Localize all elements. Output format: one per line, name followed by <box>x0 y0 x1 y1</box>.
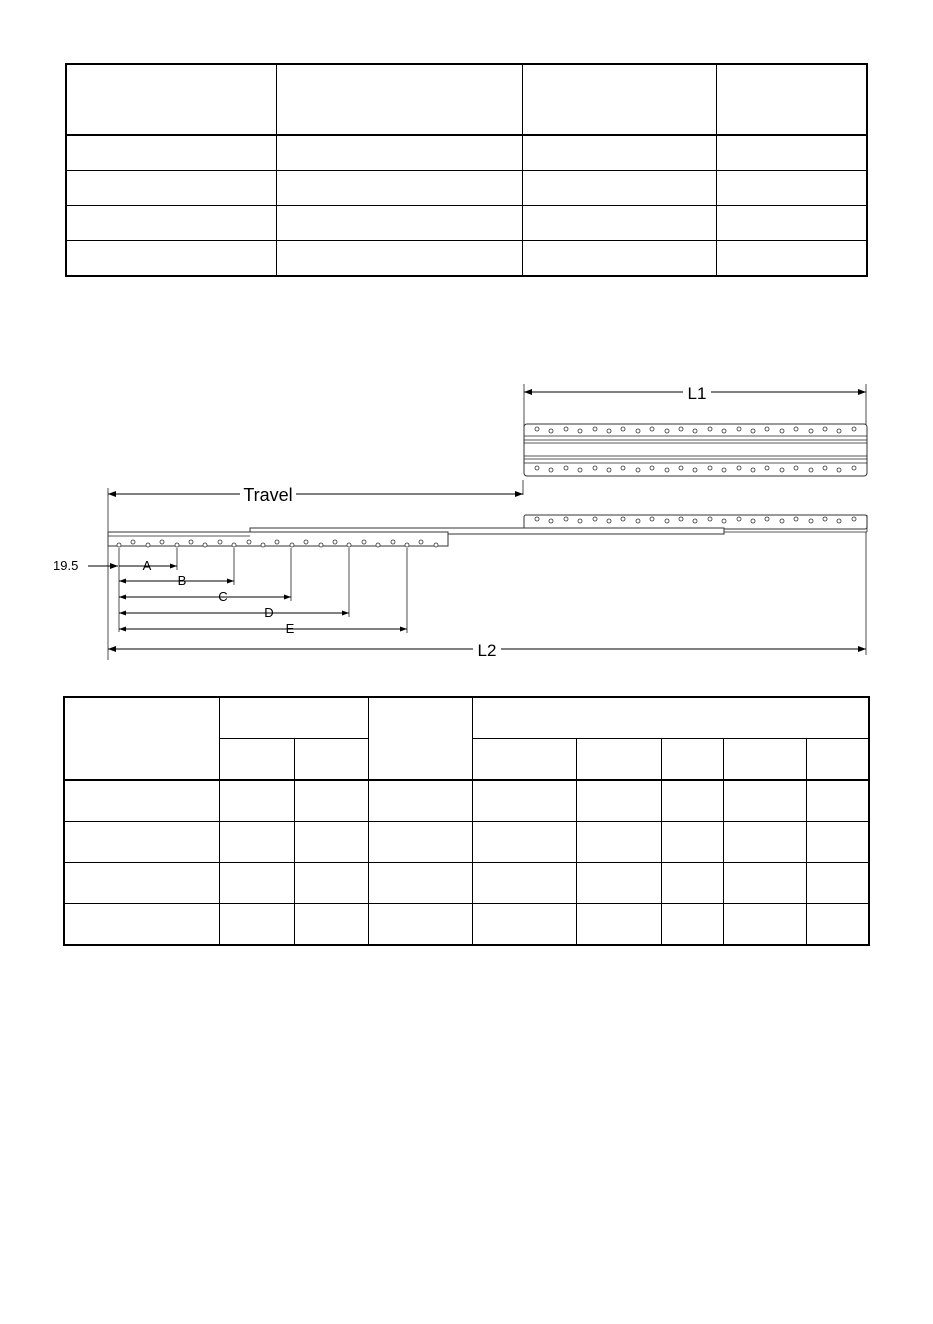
table-cell <box>276 241 522 277</box>
mounting-hole <box>693 519 697 523</box>
mounting-hole <box>693 468 697 472</box>
table-cell <box>723 780 806 822</box>
mounting-hole <box>722 519 726 523</box>
mounting-hole <box>175 543 179 547</box>
mounting-hole <box>765 466 769 470</box>
mounting-hole <box>794 427 798 431</box>
mounting-hole <box>247 540 251 544</box>
slide-drawing <box>0 370 933 670</box>
mounting-hole <box>535 517 539 521</box>
table-cell <box>368 904 472 946</box>
dim-d-label: D <box>264 605 274 620</box>
table-cell <box>472 904 576 946</box>
mounting-hole <box>160 540 164 544</box>
mounting-hole <box>578 519 582 523</box>
mounting-hole <box>607 519 611 523</box>
mounting-hole <box>564 517 568 521</box>
mounting-hole <box>636 519 640 523</box>
mounting-hole <box>333 540 337 544</box>
table-cell <box>219 739 294 781</box>
table-cell <box>276 135 522 171</box>
mounting-hole <box>837 429 841 433</box>
mounting-hole <box>304 540 308 544</box>
mounting-hole <box>593 517 597 521</box>
mounting-hole <box>621 517 625 521</box>
mounting-hole <box>319 543 323 547</box>
table-cell <box>64 904 219 946</box>
table-row <box>64 822 869 863</box>
hole-pitch-dimensions <box>119 548 407 636</box>
mounting-hole <box>261 543 265 547</box>
table-cell <box>219 780 294 822</box>
mounting-hole <box>780 519 784 523</box>
mounting-hole <box>203 543 207 547</box>
table-cell <box>472 780 576 822</box>
dim-e-label: E <box>285 621 295 636</box>
table-row <box>66 206 867 241</box>
mounting-hole <box>780 429 784 433</box>
mounting-hole <box>693 429 697 433</box>
table-cell <box>522 64 716 135</box>
mounting-hole <box>347 543 351 547</box>
outer-rail-top <box>524 424 867 476</box>
mounting-hole <box>275 540 279 544</box>
mounting-hole <box>765 427 769 431</box>
table-cell <box>368 822 472 863</box>
table-cell <box>472 822 576 863</box>
table-cell <box>716 241 867 277</box>
table-cell <box>276 171 522 206</box>
table-row <box>66 135 867 171</box>
table-cell <box>66 64 276 135</box>
dim-c-label: C <box>218 589 228 604</box>
mounting-hole <box>362 540 366 544</box>
table-cell <box>723 904 806 946</box>
table-row <box>64 863 869 904</box>
mounting-hole <box>737 466 741 470</box>
mounting-hole <box>218 540 222 544</box>
mounting-hole <box>621 427 625 431</box>
mounting-hole <box>636 468 640 472</box>
mounting-hole <box>232 543 236 547</box>
mounting-hole <box>535 466 539 470</box>
table-cell <box>723 822 806 863</box>
table-cell <box>716 206 867 241</box>
mounting-hole <box>809 468 813 472</box>
mounting-hole <box>636 429 640 433</box>
table-cell <box>576 780 661 822</box>
mounting-hole <box>679 517 683 521</box>
mounting-hole <box>290 543 294 547</box>
table-cell <box>66 206 276 241</box>
table-cell <box>219 697 368 739</box>
table-cell <box>522 171 716 206</box>
table-cell <box>661 822 723 863</box>
table-cell <box>219 904 294 946</box>
table-cell <box>64 780 219 822</box>
mounting-hole <box>419 540 423 544</box>
travel-dimension <box>108 480 523 660</box>
table-cell <box>368 863 472 904</box>
table-cell <box>219 863 294 904</box>
mounting-hole <box>809 429 813 433</box>
table-cell <box>661 904 723 946</box>
mounting-hole <box>650 466 654 470</box>
mounting-hole <box>780 468 784 472</box>
mounting-hole <box>621 466 625 470</box>
mounting-hole <box>405 543 409 547</box>
table-cell <box>806 780 869 822</box>
travel-label: Travel <box>243 485 293 505</box>
table-cell <box>219 822 294 863</box>
mounting-hole <box>837 468 841 472</box>
mounting-hole <box>852 466 856 470</box>
mounting-hole <box>751 519 755 523</box>
table-cell <box>716 171 867 206</box>
table-cell <box>66 241 276 277</box>
mounting-hole <box>650 427 654 431</box>
table-header-row <box>66 64 867 135</box>
table-cell <box>576 739 661 781</box>
mounting-hole <box>535 427 539 431</box>
mounting-hole <box>593 466 597 470</box>
table-cell <box>576 822 661 863</box>
mounting-hole <box>794 517 798 521</box>
mounting-hole <box>751 468 755 472</box>
mounting-hole <box>650 517 654 521</box>
table-cell <box>294 904 368 946</box>
mounting-hole <box>823 427 827 431</box>
mounting-hole <box>146 543 150 547</box>
dim-a-label: A <box>142 558 152 573</box>
table-cell <box>716 135 867 171</box>
mounting-hole <box>607 468 611 472</box>
spec-table-top <box>65 63 868 277</box>
table-cell <box>64 863 219 904</box>
table-cell <box>806 863 869 904</box>
mounting-hole <box>549 519 553 523</box>
mounting-hole <box>564 466 568 470</box>
table-cell <box>661 863 723 904</box>
table-cell <box>294 780 368 822</box>
table-row <box>64 780 869 822</box>
table-cell <box>661 739 723 781</box>
mounting-hole <box>376 543 380 547</box>
mounting-hole <box>852 517 856 521</box>
table-header-row <box>64 697 869 739</box>
mounting-hole <box>708 517 712 521</box>
offset-label: 19.5 <box>53 558 79 573</box>
table-cell <box>472 697 869 739</box>
mounting-hole <box>823 517 827 521</box>
table-cell <box>294 822 368 863</box>
mounting-hole <box>189 540 193 544</box>
table-cell <box>576 904 661 946</box>
mounting-hole <box>578 429 582 433</box>
extended-slide <box>108 515 867 547</box>
mounting-hole <box>722 429 726 433</box>
table-row <box>66 171 867 206</box>
mounting-hole <box>737 427 741 431</box>
table-row <box>64 904 869 946</box>
table-cell <box>64 822 219 863</box>
spec-table-bottom <box>63 696 870 946</box>
table-cell <box>472 739 576 781</box>
mounting-hole <box>765 517 769 521</box>
table-cell <box>368 780 472 822</box>
mounting-hole <box>564 427 568 431</box>
mounting-hole <box>607 429 611 433</box>
table-cell <box>66 171 276 206</box>
mounting-hole <box>737 517 741 521</box>
table-cell <box>806 739 869 781</box>
l2-label: L2 <box>477 641 497 660</box>
table-cell <box>66 135 276 171</box>
table-cell <box>294 863 368 904</box>
table-cell <box>472 863 576 904</box>
mounting-hole <box>131 540 135 544</box>
l1-dimension <box>524 382 866 430</box>
mounting-hole <box>809 519 813 523</box>
table-row <box>66 241 867 277</box>
mounting-hole <box>708 466 712 470</box>
mounting-hole <box>578 468 582 472</box>
mounting-hole <box>679 466 683 470</box>
mounting-hole <box>391 540 395 544</box>
table-cell <box>276 206 522 241</box>
mounting-hole <box>823 466 827 470</box>
mounting-hole <box>665 468 669 472</box>
mounting-hole <box>679 427 683 431</box>
mounting-hole <box>794 466 798 470</box>
table-cell <box>661 780 723 822</box>
table-cell <box>806 904 869 946</box>
mounting-hole <box>837 519 841 523</box>
table-cell <box>294 739 368 781</box>
mounting-hole <box>852 427 856 431</box>
dim-b-label: B <box>177 573 187 588</box>
mounting-hole <box>549 429 553 433</box>
table-cell <box>723 739 806 781</box>
table-cell <box>723 863 806 904</box>
mounting-hole <box>593 427 597 431</box>
mounting-hole <box>117 543 121 547</box>
table-cell <box>368 697 472 780</box>
table-cell <box>806 822 869 863</box>
table-cell <box>716 64 867 135</box>
table-cell <box>522 241 716 277</box>
l1-label: L1 <box>687 384 707 403</box>
mounting-hole <box>665 429 669 433</box>
table-cell <box>522 135 716 171</box>
mounting-hole <box>549 468 553 472</box>
table-cell <box>576 863 661 904</box>
table-cell <box>64 697 219 780</box>
mounting-hole <box>434 543 438 547</box>
mounting-hole <box>722 468 726 472</box>
table-cell <box>276 64 522 135</box>
table-cell <box>522 206 716 241</box>
mounting-hole <box>751 429 755 433</box>
mounting-hole <box>708 427 712 431</box>
mounting-hole <box>665 519 669 523</box>
